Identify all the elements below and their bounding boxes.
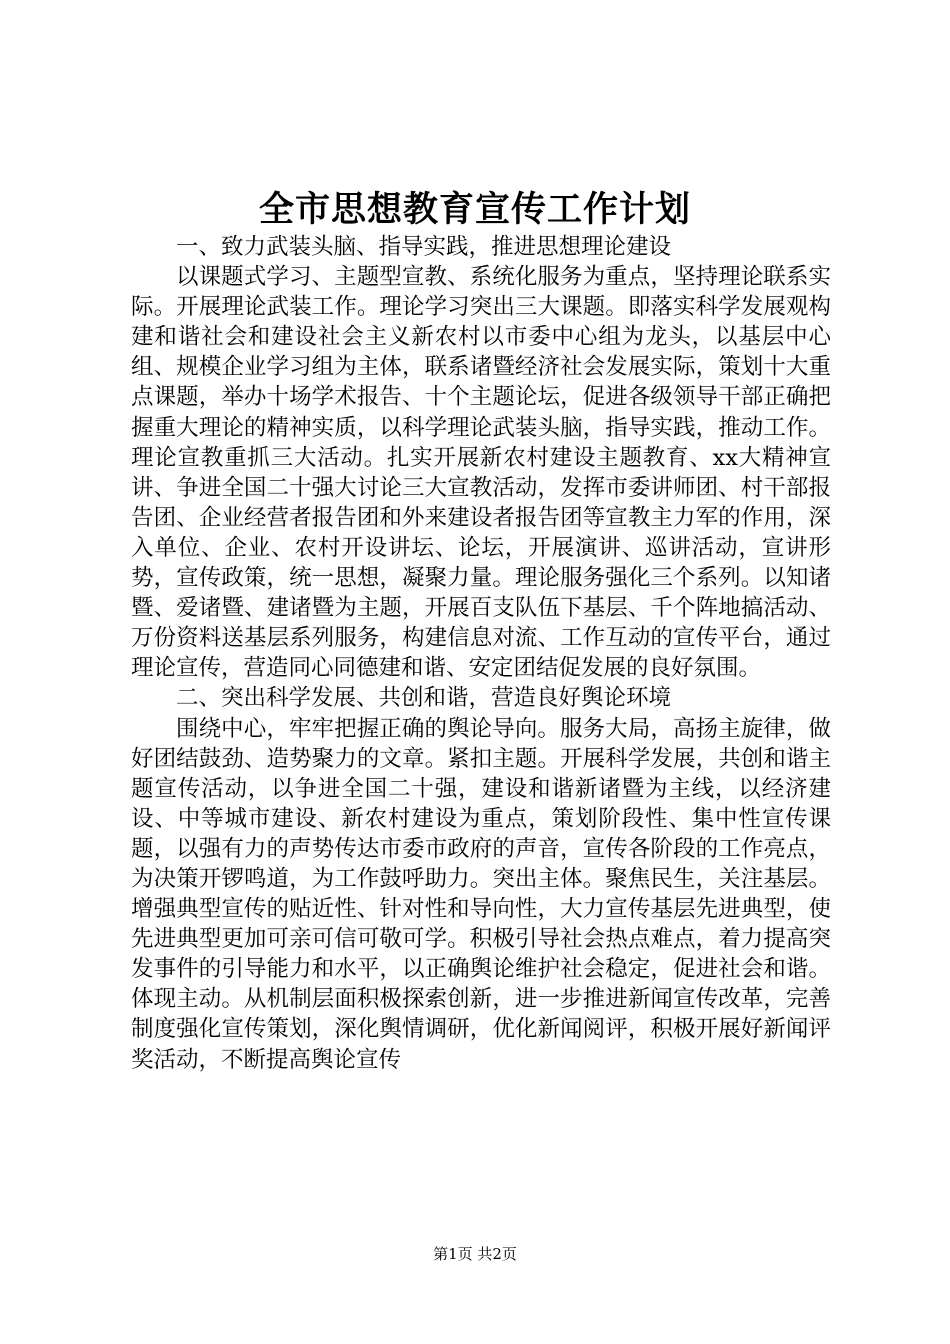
page-title: 全市思想教育宣传工作计划 bbox=[258, 189, 691, 230]
section-heading-1: 一、致力武装头脑、指导实践，推进思想理论建设 bbox=[176, 234, 672, 260]
page-number-footer: 第1页 共2页 bbox=[433, 1245, 517, 1263]
section-heading-2: 二、突出科学发展、共创和谐，营造良好舆论环境 bbox=[176, 685, 672, 712]
section-paragraph-1: 以课题式学习、主题型宣教、系统化服务为重点，坚持理论联系实际。开展理论武装工作。理论学习突出三大课题。即落实科学发展观构建和谐社会和建设社会主义新农村以市委中心组为龙头，以基层中心组、规模企业学习组为主体，联系诸暨经济社会发展实际，策划十大重点课题，举办十场学术报告、十个主题论坛，促进各级领导干部正确把握重大理论的精神实质，以科学理论武装头脑，指导实践，推动工作。理论宣教重抓三大活动。扎实开展新农村建设主题教育、xx大精神宣讲、争进全国二十强大讨论三大宣教活动，发挥市委讲师团、村干部报告团、企业经营者报告团和外来建设者报告团等宣教主力军的作用，深入单位、企业、农村开设讲坛、论坛，开展演讲、巡讲活动，宣讲形势，宣传政策，统一思想，凝聚力量。理论服务强化三个系列。以知诸暨、爱诸暨、建诸暨为主题，开展百支队伍下基层、千个阵地搞活动、万份资料送基层系列服务，构建信息对流、工作互动的宣传平台，通过理论宣传，营造同心同德建和谐、安定团结促发展的良好氛围。 bbox=[131, 264, 831, 682]
document-body bbox=[131, 232, 831, 1075]
section-paragraph-2: 围绕中心，牢牢把握正确的舆论导向。服务大局，高扬主旋律，做好团结鼓劲、造势聚力的文章。紧扣主题。开展科学发展，共创和谐主题宣传活动，以争进全国二十强，建设和谐新诸暨为主线，以经济建设、中等城市建设、新农村建设为重点，策划阶段性、集中性宣传课题，以强有力的声势传达市委市政府的声音，宣传各阶段的工作亮点，为决策开锣鸣道，为工作鼓呼助力。突出主体。聚焦民生，关注基层。增强典型宣传的贴近性、针对性和导向性，大力宣传基层先进典型，使先进典型更加可亲可信可敬可学。积极引导社会热点难点，着力提高突发事件的引导能力和水平，以正确舆论维护社会稳定，促进社会和谐。体现主动。从机制层面积极探索创新，进一步推进新闻宣传改革，完善制度强化宣传策划，深化舆情调研，优化新闻阅评，积极开展好新闻评奖活动，不断提高舆论宣传 bbox=[131, 715, 831, 1073]
